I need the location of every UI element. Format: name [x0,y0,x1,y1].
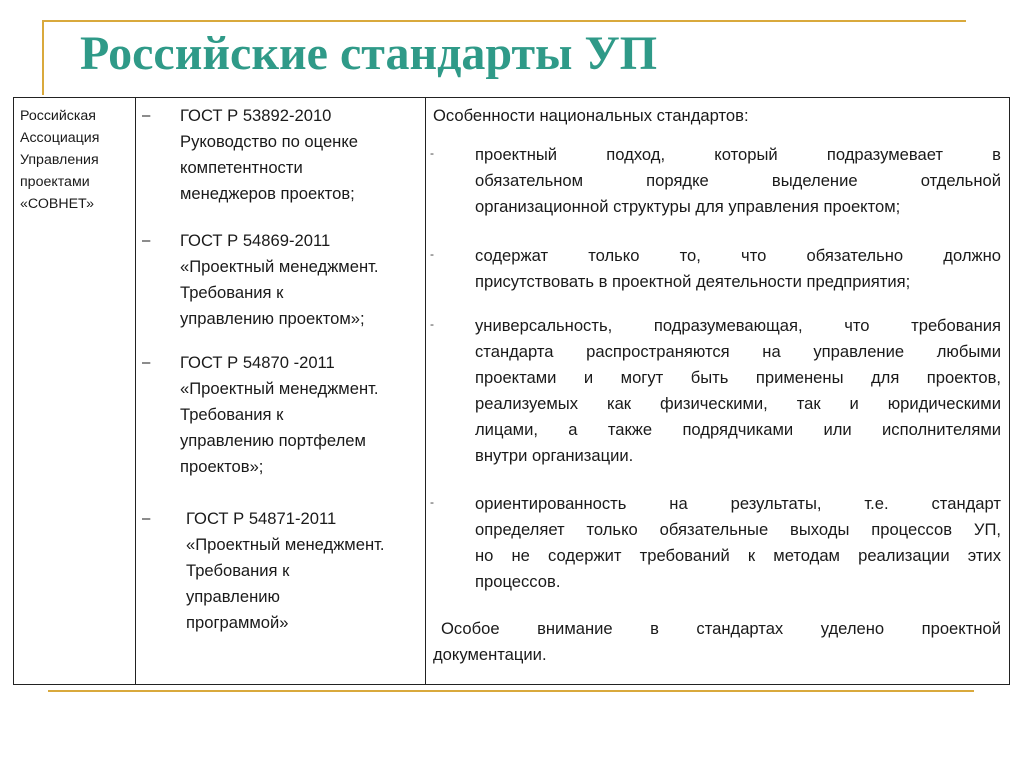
note-line: Особое внимание в стандартах уделено проектной [441,619,1001,638]
standard-line: компетентности [180,158,303,177]
bullet-marker: - [430,247,434,261]
bullet-marker: - [430,146,434,160]
organization-line: Управления [20,152,99,168]
features-cell [426,98,1009,684]
standard-line: «Проектный менеджмент. [180,257,379,276]
standard-line: Требования к [180,405,284,424]
feature-text [475,491,1001,595]
standard-item [136,228,425,332]
features-heading: Особенности национальных стандартов: [433,106,749,125]
standard-line: управлению проектом»; [180,309,365,328]
feature-item [426,142,1009,220]
feature-line: реализуемых как физическими, так и юридическими [475,394,1001,413]
organization-line: Ассоциация [20,130,100,146]
organization-name [20,105,135,215]
dash-marker: – [142,232,151,249]
standard-line: проектов»; [180,457,264,476]
feature-item [426,313,1009,469]
standard-item [136,103,425,207]
feature-line: но не содержит требований к методам реализации этих [475,546,1001,565]
standard-line: менеджеров проектов; [180,184,355,203]
bullet-marker: - [430,317,434,331]
feature-line: организационной структуры для управления проектом; [475,197,901,216]
bullet-marker: - [430,495,434,509]
feature-text [475,313,1001,469]
feature-item [426,243,1009,295]
dash-marker: – [142,510,151,527]
documentation-note [433,616,1001,668]
organization-line: проектами [20,174,90,190]
standard-line: программой» [186,613,289,632]
standard-line: «Проектный менеджмент. [180,379,379,398]
dash-marker: – [142,107,151,124]
organization-line: «СОВНЕТ» [20,196,94,212]
frame-bottom-line [48,690,974,692]
standard-line: ГОСТ Р 53892-2010 [180,106,332,125]
note-line: документации. [433,645,547,664]
standard-line: ГОСТ Р 54870 -2011 [180,353,335,372]
feature-line: обязательном порядке выделение отдельной [475,171,1001,190]
feature-line: определяет только обязательные выходы процессов УП, [475,520,1001,539]
dash-marker: – [142,354,151,371]
standard-text [180,350,425,480]
standard-item [136,350,425,480]
feature-line: лицами, а также подрядчиками или исполнителями [475,420,1001,439]
standard-line: ГОСТ Р 54871-2011 [186,509,337,528]
standards-table [13,97,1010,685]
standard-text [180,103,425,207]
organization-line: Российская [20,108,96,124]
standard-text [180,228,425,332]
feature-line: универсальность, подразумевающая, что требования [475,316,1001,335]
feature-item [426,491,1009,595]
feature-line: содержат только то, что обязательно должно [475,246,1001,265]
standard-line: ГОСТ Р 54869-2011 [180,231,331,250]
standard-line: Руководство по оценке [180,132,359,151]
standard-line: управлению [186,587,280,606]
frame-left-line [42,20,44,95]
standard-line: Требования к [186,561,290,580]
feature-line: процессов. [475,572,561,591]
standard-line: управлению портфелем [180,431,366,450]
feature-text [475,243,1001,295]
feature-line: присутствовать в проектной деятельности предприятия; [475,272,911,291]
organization-cell [14,98,136,684]
standard-line: «Проектный менеджмент. [186,535,385,554]
standard-line: Требования к [180,283,284,302]
frame-top-line [42,20,966,22]
feature-line: проектами и могут быть применены для проектов, [475,368,1001,387]
feature-line: внутри организации. [475,446,634,465]
standard-item [136,506,425,636]
slide-title: Российские стандарты УП [80,27,658,80]
feature-line: стандарта распространяются на управление любыми [475,342,1001,361]
standards-cell [136,98,426,684]
feature-text [475,142,1001,220]
feature-line: ориентированность на результаты, т.е. стандарт [475,494,1001,513]
standard-text [186,506,425,636]
feature-line: проектный подход, который подразумевает в [475,145,1001,164]
